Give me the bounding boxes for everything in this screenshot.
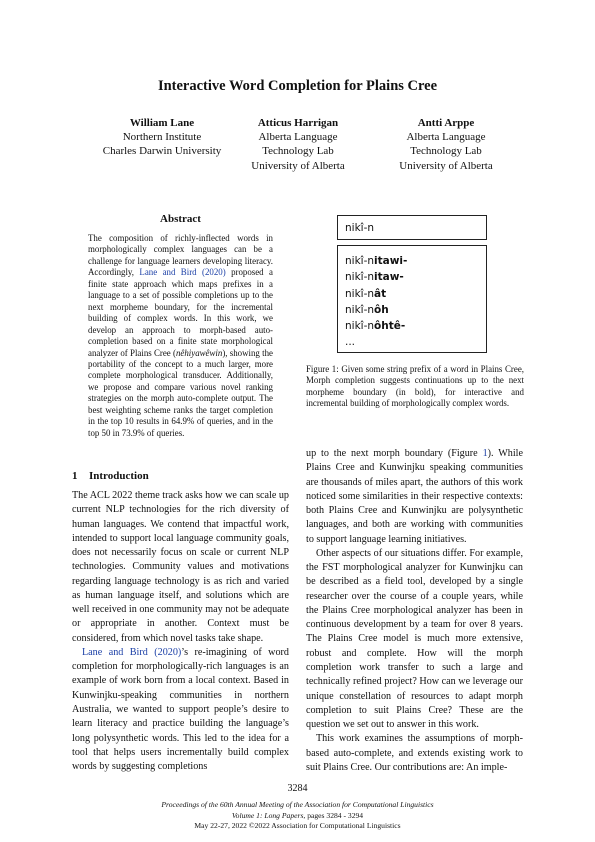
right-column-body bbox=[306, 447, 523, 775]
completion-prefix: nikî-n bbox=[345, 320, 375, 333]
author-name: William Lane bbox=[129, 117, 195, 129]
abstract-term: nêhiyawêwin bbox=[175, 347, 223, 358]
completion-suffix: ôh bbox=[374, 303, 389, 316]
intro-paragraph-2 bbox=[72, 646, 289, 774]
proceedings-footer bbox=[0, 800, 595, 832]
completion-prefix: nikî-n bbox=[345, 287, 375, 300]
citation-link[interactable]: Lane and Bird (2020) bbox=[82, 646, 182, 658]
author-affiliation: Northern Institute bbox=[122, 131, 202, 144]
figure-completions-box bbox=[337, 245, 487, 353]
completion-item bbox=[345, 318, 486, 334]
figure-reference-link[interactable]: 1 bbox=[482, 448, 488, 459]
completion-item bbox=[345, 269, 486, 285]
paragraph-text: ’s re-imagining of word completion for morphologically-rich languages is an example of work born from a local context. Based in Kunwinjku-speaking communities in northern Australia, we wanted to support people’s desire to learn literacy and practice building the language’s long polysynthetic words. This led to the idea for a tool that helps users incrementally build complex words by suggesting completions bbox=[72, 646, 289, 773]
intro-paragraph-1: The ACL 2022 theme track asks how we can scale up current NLP technologies for the rich diversity of human languages. We contend that impactful work, intended to support local language community goals, does not necessarily focus on scale or current NLP technologies. Community values and motivations regarding language technology is as rich and varied as human language itself, and solutions which are well received in one community may not be adequate or appropriate in another. Context must be considered, from which novel tasks take shape. bbox=[72, 490, 289, 644]
section-title: Introduction bbox=[89, 470, 149, 482]
author-name: Atticus Harrigan bbox=[257, 117, 339, 129]
footer-line-1: Proceedings of the 60th Annual Meeting of the Association for Computational Linguistics bbox=[161, 800, 434, 809]
author-affiliation: University of Alberta bbox=[251, 159, 345, 172]
figure-input-box: nikî-n bbox=[337, 215, 487, 240]
section-heading bbox=[72, 470, 149, 482]
abstract-part: ), showing the portability of the concept to a much larger, more complete morphological transducer. Additionally, we propose and compare various novel ranking strategies on the morph auto-complete output. The best weighting scheme ranks the target completion in the top 10 results in 64.9% of queries, and in the top 50 in 73.9% of queries. bbox=[88, 347, 273, 438]
section-number: 1 bbox=[72, 470, 78, 482]
completion-suffix: ôhtê- bbox=[374, 320, 406, 333]
completion-suffix: ât bbox=[374, 287, 387, 300]
abstract-text bbox=[88, 233, 273, 439]
abstract-part: proposed a finite state approach which maps prefixes in a language to a set of possible completions up to the next morpheme boundary, for the incremental building of complex words. In this work, we develop an approach to morph-based auto-completion based on a finite state morphological analyzer of Plains Cree ( bbox=[88, 267, 273, 358]
footer-line-2 bbox=[0, 811, 595, 822]
footer-pages: , pages 3284 - 3294 bbox=[303, 810, 364, 820]
author-affiliation: Charles Darwin University bbox=[102, 145, 222, 158]
abstract-part: The composition of richly-inflected words in morphologically complex languages can be a challenge for language learners developing literacy. Accordingly, bbox=[88, 233, 273, 278]
completion-prefix: nikî-n bbox=[345, 303, 375, 316]
author-affiliation: Technology Lab bbox=[410, 145, 482, 158]
figure-caption: Figure 1: Given some string prefix of a word in Plains Cree, Morph completion suggests continuations up to the next morpheme boundary (in bold), for interactive and incremental building of morphologically complex words. bbox=[306, 364, 524, 409]
completion-item bbox=[345, 302, 486, 318]
paragraph-text: up to the next morph boundary (Figure bbox=[306, 448, 483, 459]
completion-prefix: nikî-n bbox=[345, 255, 375, 267]
citation-link[interactable]: Lane and Bird (2020) bbox=[139, 267, 226, 278]
body-paragraph-2: Other aspects of our situations differ. For example, the FST morphological analyzer for Kunwinjku can be described as a field tool, developed by a single researcher over the course of a couple years, while the Plains Cree morphological analyzer has been in continuous development by a team for over 8 years. The Plains Cree model is much more extensive, robust and complete. How will the morph completion work transfer to such a large and technically refined project? How can we leverage our unique constellation of resources to adapt morph completion to suit Plains Cree? These are the question we set out to answer in this work. bbox=[306, 547, 523, 731]
body-paragraph-1 bbox=[306, 447, 523, 547]
author-affiliation: Alberta Language bbox=[258, 131, 338, 144]
author-name: Antti Arppe bbox=[417, 117, 475, 129]
completion-suffix: itaw- bbox=[374, 271, 404, 284]
completion-ellipsis: ... bbox=[345, 336, 356, 349]
abstract-heading: Abstract bbox=[160, 213, 201, 225]
paragraph-text: ). While Plains Cree and Kunwinjku speaking communities are thousands of miles apart, the authors of this work noticed some similarities in their respective contexts: both Plains Cree and Kunwinjku are polysynthetic languages, and both are working with communities to support language learning initiatives. bbox=[306, 448, 523, 545]
completion-item bbox=[345, 286, 486, 302]
author-block-3 bbox=[356, 116, 536, 173]
completion-item bbox=[345, 253, 486, 269]
footer-line-3: May 22-27, 2022 ©2022 Association for Computational Linguistics bbox=[194, 821, 401, 831]
completion-prefix: nikî-n bbox=[345, 271, 375, 284]
completion-suffix: itawi- bbox=[374, 255, 408, 267]
body-paragraph-3: This work examines the assumptions of morph-based auto-complete, and extends existing work to suit Plains Cree. Our contributions are: An imple- bbox=[306, 733, 523, 773]
page-number: 3284 bbox=[287, 783, 308, 794]
left-column-body bbox=[72, 489, 289, 774]
author-affiliation: Alberta Language bbox=[406, 131, 486, 144]
paper-title: Interactive Word Completion for Plains Cree bbox=[157, 78, 438, 94]
author-affiliation: Technology Lab bbox=[262, 145, 334, 158]
author-affiliation: University of Alberta bbox=[399, 159, 493, 172]
footer-volume: Volume 1: Long Papers bbox=[231, 810, 304, 820]
